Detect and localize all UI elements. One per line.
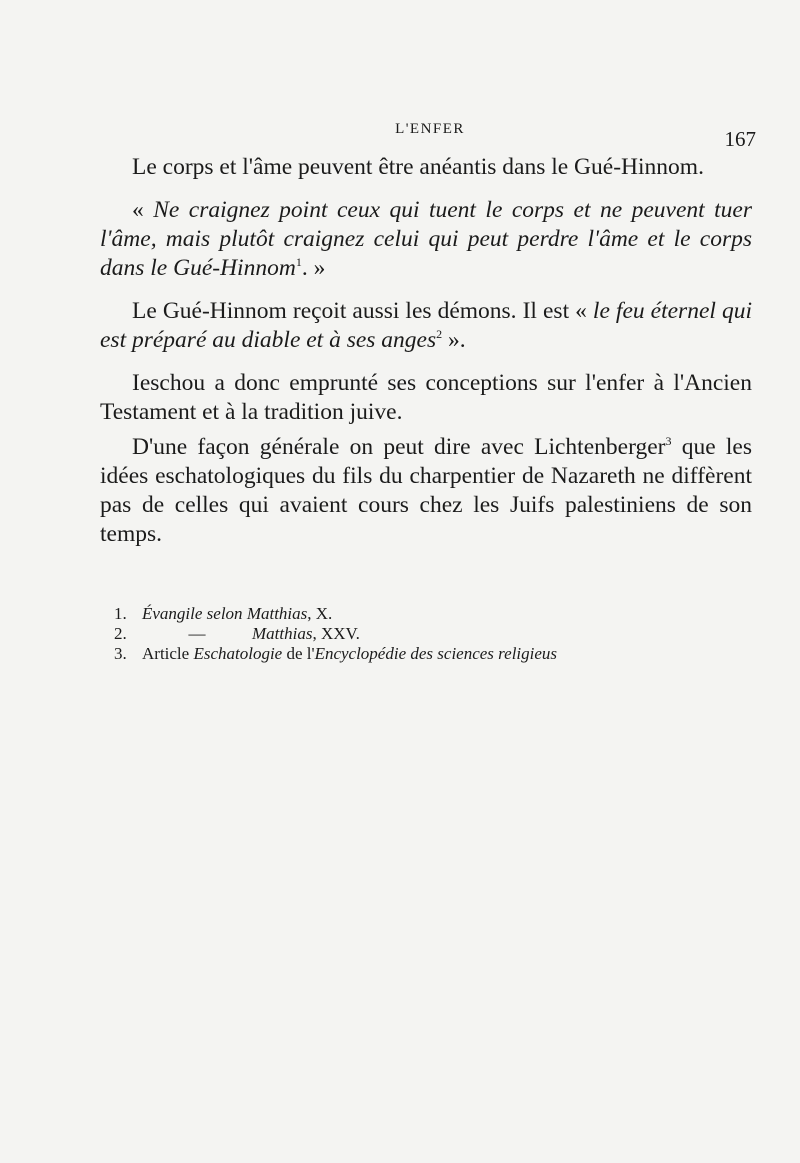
quote-open: « — [132, 197, 154, 223]
paragraph-3-quote: le feu éternel qui est préparé au diable et à ses anges — [100, 298, 752, 353]
paragraph-3-text: Le Gué-Hinnom reçoit aussi les démons. Il est « — [132, 298, 593, 324]
running-head — [100, 121, 760, 151]
paragraph-3-close: ». — [442, 327, 466, 353]
paragraph-5 — [100, 433, 752, 549]
paragraph-5-text-a: D'une façon générale on peut dire avec Lichtenberger — [132, 434, 666, 460]
footnote-roman: , X. — [307, 604, 333, 623]
footnote-roman: Article — [142, 644, 194, 663]
paragraph-1 — [100, 153, 752, 182]
quote-text: Ne craignez point ceux qui tuent le corps et ne peuvent tuer l'âme, mais plutôt craignez celui qui peut perdre l'âme et le corps dans le Gué-Hinnom — [100, 197, 752, 281]
ditto-dash: — — [188, 624, 206, 643]
body-text — [100, 153, 752, 563]
quote-close: . » — [301, 255, 326, 281]
page-number: 167 — [724, 127, 756, 151]
paragraph-5-text-b: que les idées eschatologiques du fils du charpentier de Nazareth ne diffèrent pas de celles qui avaient cours chez les Juifs palestiniens de son temps. — [100, 434, 752, 547]
footnote-italic: Matthias — [252, 624, 313, 643]
footnote-text — [142, 624, 360, 644]
footnote-italic: Encyclopédie des sciences religieus — [314, 644, 558, 663]
footnote-italic: Matthias — [246, 604, 308, 623]
note-ref-1: 1 — [295, 255, 302, 270]
footnote-italic: Eschatologie — [193, 644, 283, 663]
running-title: L'ENFER — [395, 121, 465, 137]
footnote-1 — [114, 604, 674, 624]
footnote-number: 2. — [114, 624, 127, 643]
paragraph-1-text: Le corps et l'âme peuvent être anéantis dans le Gué-Hinnom. — [132, 154, 704, 180]
footnote-roman: de l' — [282, 644, 315, 663]
footnote-text — [142, 604, 332, 624]
footnote-number: 1. — [114, 604, 127, 623]
paragraph-3 — [100, 297, 752, 355]
note-ref-2: 2 — [436, 327, 443, 342]
footnotes — [114, 604, 674, 664]
note-ref-3: 3 — [665, 434, 672, 449]
footnote-roman: , XXV. — [312, 624, 360, 643]
paragraph-4-text: Ieschou a donc emprunté ses conceptions sur l'enfer à l'Ancien Testament et à la tradition juive. — [100, 370, 752, 425]
footnote-2 — [114, 624, 674, 644]
footnote-number: 3. — [114, 644, 127, 663]
footnote-text — [142, 644, 557, 664]
paragraph-4 — [100, 369, 752, 427]
footnote-italic: Évangile selon — [142, 604, 243, 623]
footnote-3 — [114, 644, 674, 664]
paragraph-2-quote — [100, 196, 752, 283]
